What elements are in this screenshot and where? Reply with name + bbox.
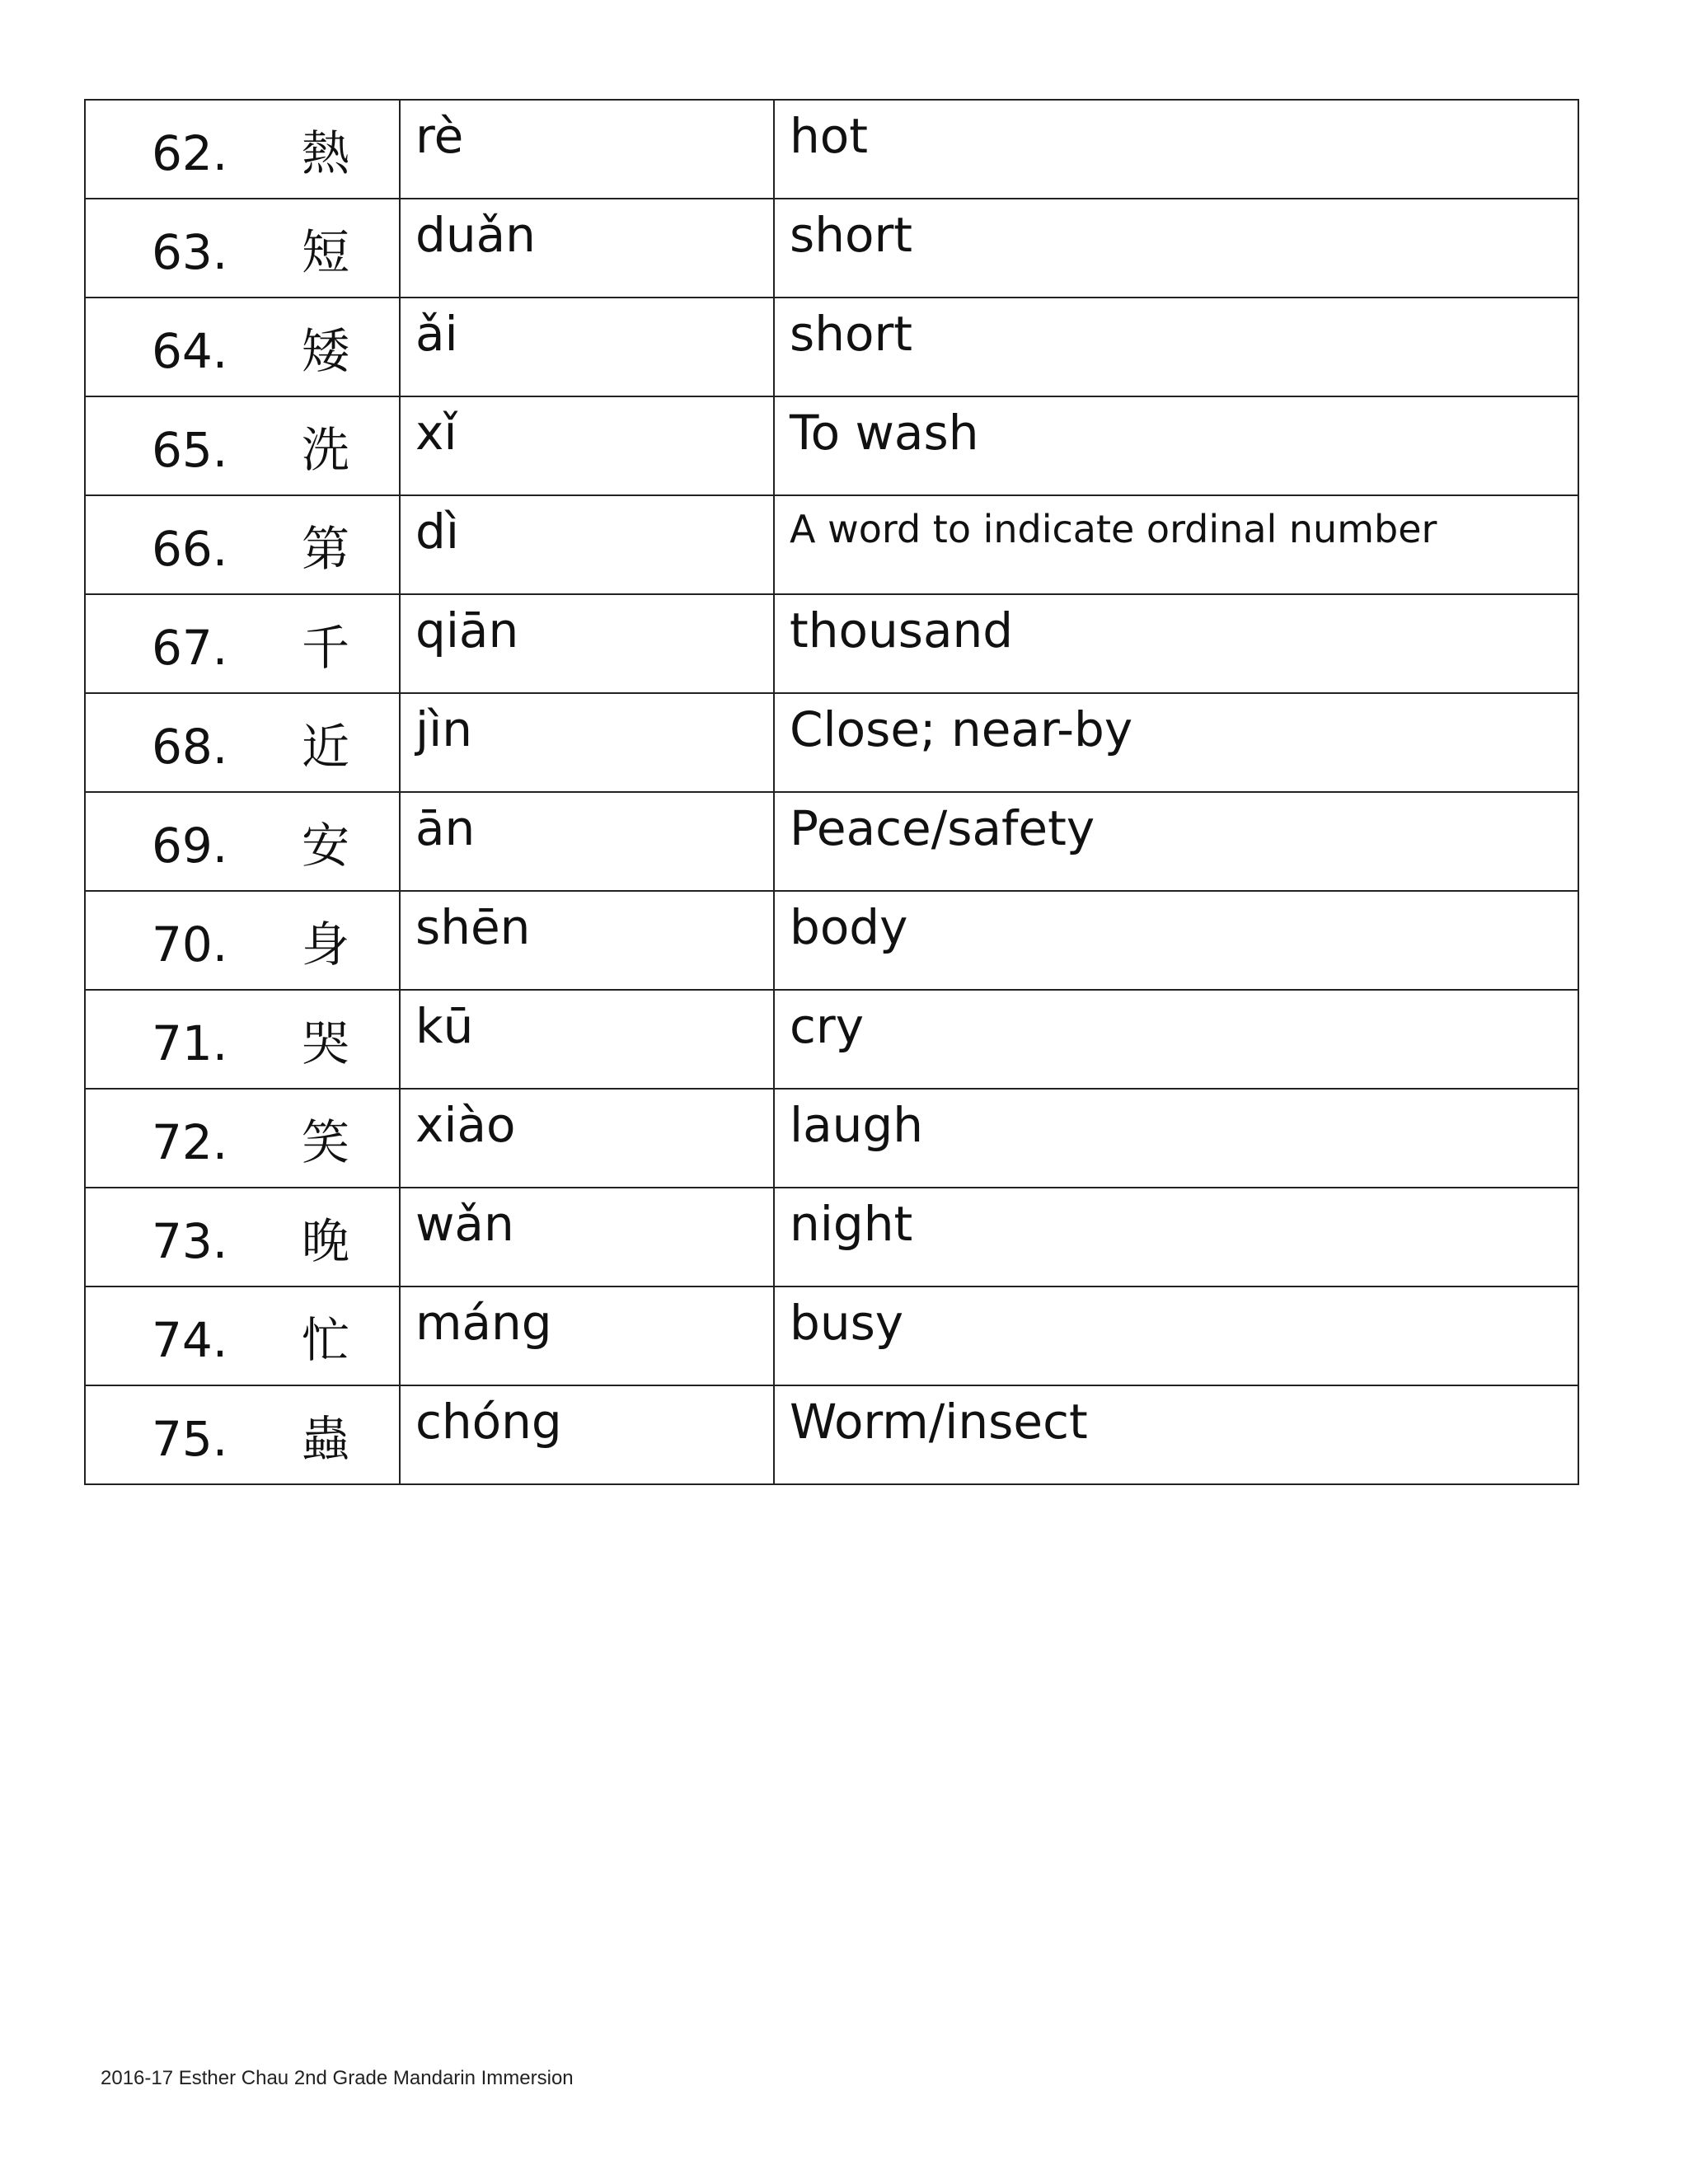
pinyin-text: duǎn — [415, 207, 536, 263]
pinyin-cell — [400, 199, 774, 298]
number-character-cell — [85, 199, 400, 298]
chinese-character: 笑 — [302, 1114, 350, 1170]
pinyin-text: kū — [415, 998, 474, 1054]
meaning-text: Close; near-by — [790, 701, 1133, 757]
pinyin-cell — [400, 298, 774, 396]
chinese-character: 洗 — [302, 422, 350, 478]
chinese-character: 矮 — [302, 323, 350, 379]
pinyin-cell — [400, 891, 774, 990]
pinyin-cell — [400, 396, 774, 495]
chinese-character: 哭 — [302, 1015, 350, 1071]
item-number: 67. — [152, 620, 228, 676]
table-row — [85, 792, 1578, 891]
item-number: 65. — [152, 422, 228, 478]
meaning-text: night — [790, 1196, 913, 1252]
pinyin-text: shēn — [415, 899, 531, 955]
pinyin-text: ǎi — [415, 306, 458, 362]
meaning-text: To wash — [790, 405, 979, 461]
meaning-text: laugh — [790, 1097, 923, 1153]
table-row — [85, 891, 1578, 990]
number-character-cell — [85, 990, 400, 1089]
meaning-text: Worm/insect — [790, 1394, 1088, 1450]
meaning-text: Peace/safety — [790, 800, 1095, 856]
pinyin-cell — [400, 693, 774, 792]
meaning-text: busy — [790, 1295, 904, 1351]
pinyin-text: xǐ — [415, 405, 457, 461]
meaning-cell — [774, 891, 1578, 990]
meaning-cell — [774, 990, 1578, 1089]
pinyin-cell — [400, 1286, 774, 1385]
meaning-cell — [774, 1089, 1578, 1188]
number-character-cell — [85, 1286, 400, 1385]
number-character-cell — [85, 100, 400, 199]
page-footer: 2016-17 Esther Chau 2nd Grade Mandarin Immersion — [101, 2067, 574, 2089]
table-row — [85, 1188, 1578, 1286]
table-row — [85, 1286, 1578, 1385]
pinyin-cell — [400, 1385, 774, 1484]
chinese-character: 近 — [302, 719, 350, 775]
table-row — [85, 990, 1578, 1089]
table-row — [85, 594, 1578, 693]
table-row — [85, 100, 1578, 199]
pinyin-cell — [400, 792, 774, 891]
table-row — [85, 396, 1578, 495]
meaning-cell — [774, 396, 1578, 495]
number-character-cell — [85, 792, 400, 891]
item-number: 64. — [152, 323, 228, 379]
pinyin-cell — [400, 100, 774, 199]
number-character-cell — [85, 396, 400, 495]
meaning-cell — [774, 693, 1578, 792]
item-number: 69. — [152, 818, 228, 874]
number-character-cell — [85, 693, 400, 792]
pinyin-text: chóng — [415, 1394, 562, 1450]
item-number: 70. — [152, 916, 228, 972]
item-number: 73. — [152, 1213, 228, 1269]
table-row — [85, 495, 1578, 594]
meaning-cell — [774, 792, 1578, 891]
item-number: 74. — [152, 1312, 228, 1368]
table-row — [85, 1089, 1578, 1188]
chinese-character: 短 — [302, 224, 350, 280]
pinyin-cell — [400, 1089, 774, 1188]
pinyin-cell — [400, 1188, 774, 1286]
chinese-character: 第 — [302, 521, 350, 577]
pinyin-cell — [400, 594, 774, 693]
meaning-text: hot — [790, 108, 868, 164]
chinese-character: 晚 — [302, 1213, 350, 1269]
pinyin-text: xiào — [415, 1097, 516, 1153]
pinyin-text: rè — [415, 108, 464, 164]
chinese-character: 蟲 — [302, 1411, 350, 1467]
meaning-text: cry — [790, 998, 865, 1054]
item-number: 72. — [152, 1114, 228, 1170]
pinyin-text: wǎn — [415, 1196, 514, 1252]
meaning-cell — [774, 298, 1578, 396]
table-row — [85, 199, 1578, 298]
meaning-cell — [774, 594, 1578, 693]
chinese-character: 千 — [302, 620, 350, 676]
chinese-character: 熱 — [302, 125, 350, 181]
chinese-character: 身 — [302, 916, 350, 972]
item-number: 68. — [152, 719, 228, 775]
meaning-text: short — [790, 306, 913, 362]
pinyin-cell — [400, 495, 774, 594]
item-number: 71. — [152, 1015, 228, 1071]
table-row — [85, 693, 1578, 792]
number-character-cell — [85, 1188, 400, 1286]
pinyin-text: ān — [415, 800, 476, 856]
number-character-cell — [85, 1385, 400, 1484]
item-number: 75. — [152, 1411, 228, 1467]
chinese-character: 忙 — [302, 1312, 350, 1368]
item-number: 63. — [152, 224, 228, 280]
vocab-table-body — [85, 100, 1578, 1484]
meaning-cell — [774, 1385, 1578, 1484]
item-number: 66. — [152, 521, 228, 577]
pinyin-text: dì — [415, 504, 459, 560]
meaning-cell — [774, 1286, 1578, 1385]
meaning-text: body — [790, 899, 908, 955]
number-character-cell — [85, 594, 400, 693]
number-character-cell — [85, 891, 400, 990]
number-character-cell — [85, 298, 400, 396]
pinyin-text: máng — [415, 1295, 552, 1351]
meaning-cell — [774, 1188, 1578, 1286]
item-number: 62. — [152, 125, 228, 181]
meaning-text: thousand — [790, 602, 1014, 658]
pinyin-text: jìn — [415, 701, 472, 757]
pinyin-text: qiān — [415, 602, 519, 658]
number-character-cell — [85, 495, 400, 594]
meaning-cell — [774, 199, 1578, 298]
table-row — [85, 298, 1578, 396]
pinyin-cell — [400, 990, 774, 1089]
chinese-character: 安 — [302, 818, 350, 874]
meaning-cell — [774, 495, 1578, 594]
vocab-table — [84, 99, 1579, 1485]
table-row — [85, 1385, 1578, 1484]
meaning-text: short — [790, 207, 913, 263]
meaning-cell — [774, 100, 1578, 199]
number-character-cell — [85, 1089, 400, 1188]
meaning-text: A word to indicate ordinal number — [790, 507, 1437, 551]
